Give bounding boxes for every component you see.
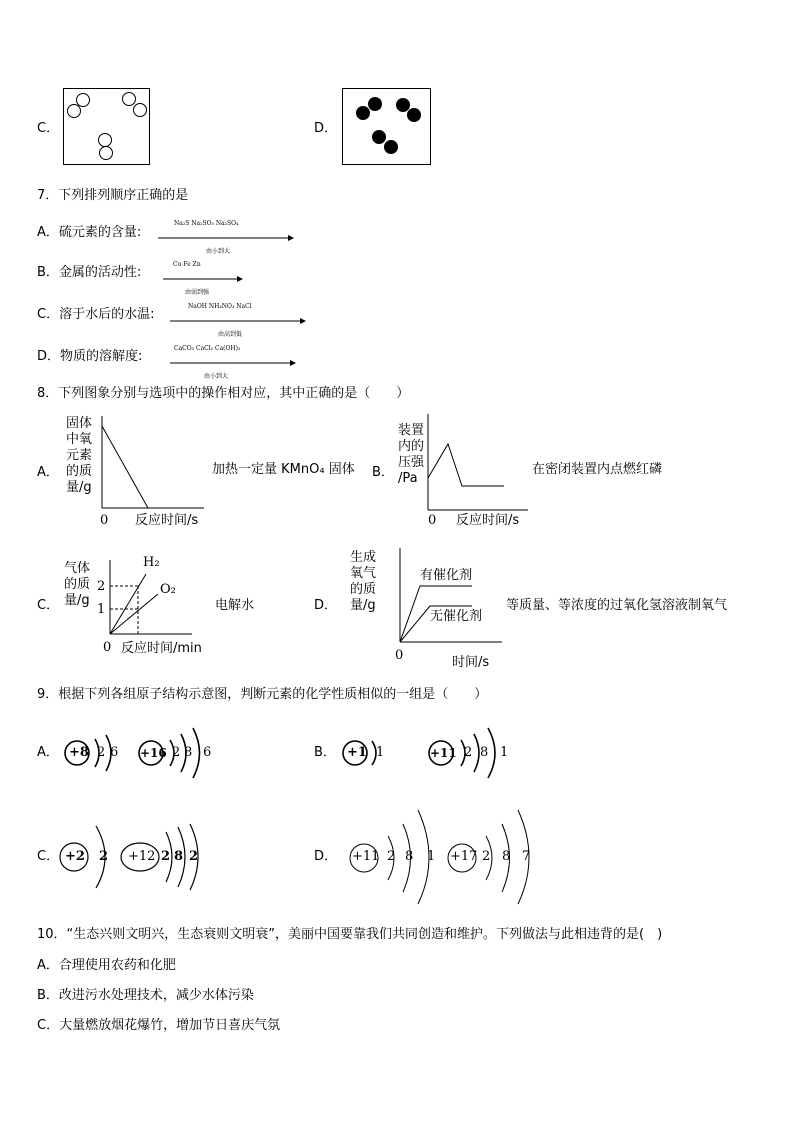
q7-c-arrow-bottom: 由高到低 <box>218 331 243 338</box>
q8-b-ylabel-line: 装置 <box>398 423 425 438</box>
q8-b-graph <box>422 414 532 514</box>
q8-c-label: C． <box>37 598 60 613</box>
q8-b-curve <box>428 444 504 486</box>
q9-a-atom1-nucleus-text: +8 <box>69 745 89 760</box>
q9-b-label: B． <box>314 745 336 760</box>
q9-d-atom1-nucleus-text: +11 <box>352 849 380 864</box>
q8-c-h2-label: H₂ <box>143 555 160 570</box>
q10-stem: 10．“生态兴则文明兴，生态衰则文明衰”，美丽中国要靠我们共同创造和维护。下列做法与此相违背的是( ) <box>37 927 663 942</box>
q10-option-b: B．改进污水处理技术，减少水体污染 <box>37 988 254 1003</box>
q7-d-arrow-bottom: 由小到大 <box>204 373 229 380</box>
q9-a-atom2-shell-3: 6 <box>203 745 212 760</box>
q8-d-ylabel <box>350 550 376 614</box>
q9-d-atom2-shell-1: 2 <box>482 849 491 864</box>
q9-d-atom1-shell-3: 1 <box>427 849 436 864</box>
q8-d-ylabel-line: 量/g <box>350 598 376 613</box>
q8-a-origin: 0 <box>100 513 109 528</box>
q8-b-xlabel: 反应时间/s <box>456 513 520 528</box>
q9-d-atom2-shell-2: 8 <box>502 849 511 864</box>
q8-a-ylabel-line: 固体 <box>66 416 93 431</box>
q9-a-atom2-shell <box>193 728 200 778</box>
q8-d-label: D． <box>314 598 338 613</box>
q8-c-ylabel-line: 的质 <box>64 577 91 592</box>
q9-b-atom2-shell-2: 8 <box>480 745 489 760</box>
q8-b-ylabel-line: 压强 <box>398 455 425 470</box>
q8-b-desc: 在密闭装置内点燃红磷 <box>532 462 663 477</box>
q9-d-label: D． <box>314 849 338 864</box>
q9-a-label: A． <box>37 745 59 760</box>
q8-a-xlabel: 反应时间/s <box>135 513 199 528</box>
q7-option-c: C．溶于水后的水温: <box>37 307 155 322</box>
q8-c-o2-label: O₂ <box>160 582 176 597</box>
q8-c-tick-1: 1 <box>97 602 106 617</box>
q8-b-label: B． <box>372 465 394 480</box>
q10-option-c: C．大量燃放烟花爆竹，增加节日喜庆气氛 <box>37 1018 281 1033</box>
q7-b-arrow-top: Cu Fe Zn <box>173 261 201 268</box>
q9-a-atom1-shell-1: 2 <box>97 745 106 760</box>
q8-a-ylabel-line: 的质 <box>66 464 93 479</box>
q7-option-c-arrow <box>170 303 306 338</box>
q8-c-ylabel <box>64 561 90 609</box>
q7-option-a: A．硫元素的含量: <box>37 225 142 240</box>
q7-option-d: D．物质的溶解度: <box>37 349 143 364</box>
q8-a-label: A． <box>37 465 59 480</box>
q9-a-atom1-shell-2: 6 <box>110 745 119 760</box>
q6-option-c-diagram <box>63 88 151 166</box>
q6-option-c-label: C． <box>37 121 60 136</box>
q8-b-ylabel-line: 内的 <box>398 439 425 454</box>
q9-stem: 9．根据下列各组原子结构示意图，判断元素的化学性质相似的一组是（ ） <box>37 687 488 702</box>
q9-b-atom2-shell <box>488 728 495 778</box>
q8-c-xlabel: 反应时间/min <box>121 641 202 656</box>
q8-c-tick-2: 2 <box>97 579 106 594</box>
q8-d-ylabel-line: 氧气 <box>350 566 377 581</box>
q9-c-label: C． <box>37 849 60 864</box>
q8-a-ylabel <box>66 416 92 496</box>
q7-option-d-arrow <box>170 345 296 380</box>
q9-d-atom1-shell-1: 2 <box>387 849 396 864</box>
q8-b-ylabel <box>398 423 424 487</box>
q9-d-atom1-shell-2: 8 <box>405 849 414 864</box>
q8-d-origin: 0 <box>395 648 404 663</box>
q9-a-atom2-shell-1: 2 <box>172 745 181 760</box>
q9-b-atom2-shell-1: 2 <box>464 745 473 760</box>
q9-a-atom2-nucleus-text: +16 <box>140 746 167 760</box>
q9-d-atom2-nucleus-text: +17 <box>450 849 478 864</box>
q8-d-ylabel-line: 生成 <box>350 550 377 565</box>
q8-a-ylabel-line: 中氧 <box>66 432 93 447</box>
q9-c-atom2-shell-1: 2 <box>161 849 171 864</box>
q9-d-atom2-shell-3: 7 <box>522 849 531 864</box>
q9-b-atom2-shell-3: 1 <box>500 745 509 760</box>
q7-c-arrow-top: NaOH NH₄NO₃ NaCl <box>188 303 252 310</box>
q8-d-with-cat-label: 有催化剂 <box>420 568 473 583</box>
q7-stem: 7．下列排列顺序正确的是 <box>37 188 189 203</box>
q8-d-graph <box>394 548 504 648</box>
q8-d-ylabel-line: 的质 <box>350 582 377 597</box>
q9-b-atom1-shell-1: 1 <box>376 745 385 760</box>
q8-c-ylabel-line: 气体 <box>64 561 91 576</box>
q8-c-desc: 电解水 <box>215 598 255 613</box>
q7-a-arrow-bottom: 由小到大 <box>206 248 231 255</box>
q7-option-b: B．金属的活动性: <box>37 265 142 280</box>
q7-b-arrow-bottom: 由弱到强 <box>185 289 210 296</box>
q8-c-ylabel-line: 量/g <box>64 593 90 608</box>
q7-a-arrow-top: Na₂S Na₂SO₃ Na₂SO₄ <box>174 220 239 227</box>
q9-c-atom1-nucleus-text: +2 <box>65 849 85 864</box>
q9-c-atom2-shell-2: 8 <box>174 849 184 864</box>
q8-c-h2-line <box>110 574 146 634</box>
q8-b-ylabel-line: /Pa <box>398 471 418 486</box>
q9-c-atom2-nucleus-text: +12 <box>128 849 156 864</box>
q9-c-atom2-shell-3: 2 <box>189 849 199 864</box>
q8-b-origin: 0 <box>428 513 437 528</box>
q9-a-atom2-shell-2: 8 <box>184 745 193 760</box>
q8-a-ylabel-line: 元素 <box>66 448 93 463</box>
q6-option-d-diagram <box>342 88 432 166</box>
q9-c-atom1-shell-1: 2 <box>99 849 109 864</box>
q7-option-a-arrow <box>158 220 294 255</box>
q8-a-graph <box>96 416 206 511</box>
q9-b-atom2-nucleus-text: +11 <box>430 746 457 760</box>
q8-c-origin: 0 <box>103 640 112 655</box>
q8-d-xlabel: 时间/s <box>452 655 490 670</box>
q8-c-o2-line <box>110 594 158 634</box>
q8-a-ylabel-line: 量/g <box>66 480 92 495</box>
q8-d-no-cat-label: 无催化剂 <box>430 609 483 624</box>
q8-a-desc: 加热一定量 KMnO₄ 固体 <box>212 462 355 477</box>
q8-stem: 8．下列图象分别与选项中的操作相对应，其中正确的是（ ） <box>37 386 410 401</box>
q10-option-a: A．合理使用农药和化肥 <box>37 958 176 973</box>
q7-option-b-arrow <box>163 261 243 296</box>
q9-b-atom1-nucleus-text: +1 <box>347 745 367 760</box>
q8-a-curve <box>102 426 148 508</box>
q9-b-atom2-shell <box>474 734 479 772</box>
q8-d-desc: 等质量、等浓度的过氧化氢溶液制氧气 <box>506 598 728 613</box>
q6-option-d-label: D． <box>314 121 338 136</box>
q7-d-arrow-top: CaCO₃ CaCl₂ Ca(OH)₂ <box>174 345 241 352</box>
